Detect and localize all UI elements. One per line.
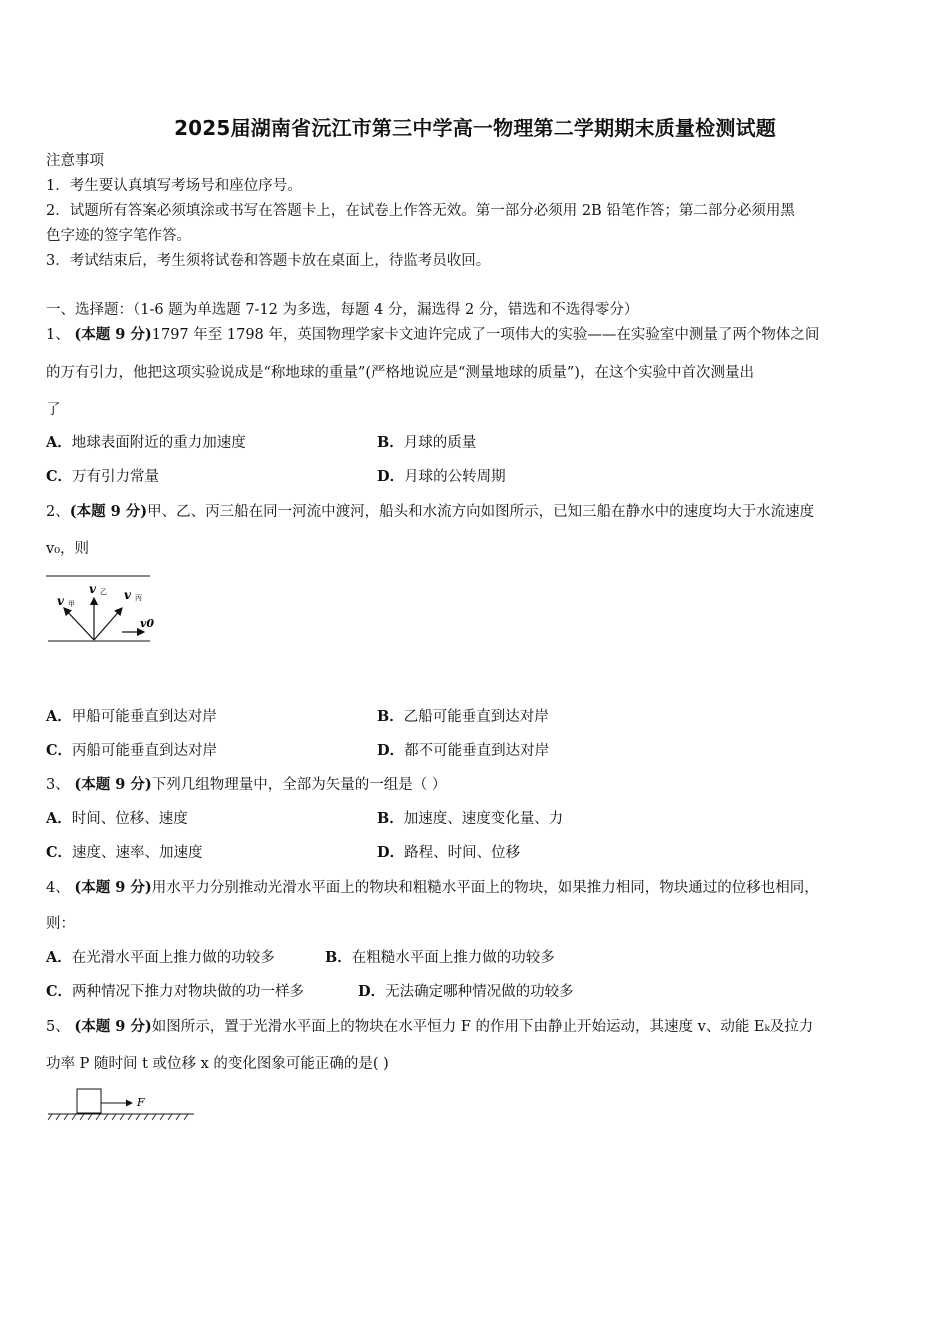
question-text: 用水平力分别推动光滑水平面上的物块和粗糙水平面上的物块，如果推力相同，物块通过的位移也相同， bbox=[151, 880, 819, 896]
ground-hatching bbox=[48, 1114, 188, 1120]
option-b[interactable]: B．月球的质量 bbox=[377, 434, 477, 451]
question-score: (本题 9 分) bbox=[74, 776, 152, 793]
question-text: 如图所示，置于光滑水平面上的物块在水平恒力 F 的作用下由静止开始运动，其速度 v、动能 Eₖ及拉力 bbox=[151, 1019, 814, 1035]
question-number: 4、 bbox=[46, 880, 70, 896]
option-a[interactable]: A．在光滑水平面上推力做的功较多 bbox=[46, 949, 275, 966]
question-score: (本题 9 分) bbox=[74, 1018, 152, 1035]
notice-item: 色字迹的签字笔作答。 bbox=[46, 228, 191, 244]
river-crossing-figure bbox=[44, 570, 164, 648]
question-score: (本题 9 分) bbox=[69, 503, 148, 520]
force-label: F bbox=[137, 1096, 145, 1109]
label-sub-yi: 乙 bbox=[100, 588, 107, 596]
question-text: 甲、乙、丙三船在同一河流中渡河，船头和水流方向如图所示，已知三船在静水中的速度均大于水流速度 bbox=[147, 504, 815, 520]
question-text: 了 bbox=[46, 402, 61, 418]
label-sub-bing: 丙 bbox=[135, 594, 142, 602]
question-score: (本题 9 分) bbox=[74, 879, 152, 896]
option-b[interactable]: B．乙船可能垂直到达对岸 bbox=[377, 708, 549, 725]
page-title: 2025届湖南省沅江市第三中学高一物理第二学期期末质量检测试题 bbox=[174, 116, 776, 140]
option-c[interactable]: C．两种情况下推力对物块做的功一样多 bbox=[46, 983, 305, 1000]
question-number: 2、 bbox=[46, 504, 70, 520]
question-4-line bbox=[46, 877, 819, 899]
option-c[interactable]: C．万有引力常量 bbox=[46, 468, 160, 485]
label-v-jia: v bbox=[57, 594, 64, 608]
question-text: 功率 P 随时间 t 或位移 x 的变化图象可能正确的是( ) bbox=[46, 1056, 389, 1072]
option-d[interactable]: D．都不可能垂直到达对岸 bbox=[377, 742, 550, 759]
question-text: 下列几组物理量中，全部为矢量的一组是（ ） bbox=[151, 777, 447, 793]
section-heading: 一、选择题：（1-6 题为单选题 7-12 为多选，每题 4 分，漏选得 2 分，错选和不选得零分） bbox=[46, 302, 639, 318]
question-score: (本题 9 分) bbox=[74, 326, 152, 343]
question-text: 1797 年至 1798 年，英国物理学家卡文迪许完成了一项伟大的实验——在实验室中测量了两个物体之间 bbox=[151, 327, 820, 343]
question-text: 的万有引力，他把这项实验说成是“称地球的重量”(严格地说应是“测量地球的质量”)，在这个实验中首次测量出 bbox=[46, 365, 754, 381]
label-v-bing: v bbox=[124, 588, 131, 602]
question-5-line bbox=[46, 1016, 813, 1038]
question-number: 3、 bbox=[46, 777, 70, 793]
option-a[interactable]: A．甲船可能垂直到达对岸 bbox=[46, 708, 217, 725]
notice-heading: 注意事项 bbox=[46, 153, 104, 169]
block bbox=[77, 1089, 101, 1113]
option-d[interactable]: D．月球的公转周期 bbox=[377, 468, 506, 485]
option-c[interactable]: C．丙船可能垂直到达对岸 bbox=[46, 742, 218, 759]
velocity-arrow-jia bbox=[64, 608, 94, 640]
question-number: 1、 bbox=[46, 327, 70, 343]
option-b[interactable]: B．加速度、速度变化量、力 bbox=[377, 810, 564, 827]
label-sub-jia: 甲 bbox=[68, 600, 75, 608]
option-a[interactable]: A．时间、位移、速度 bbox=[46, 810, 188, 827]
notice-item: 3．考试结束后，考生须将试卷和答题卡放在桌面上，待监考员收回。 bbox=[46, 253, 491, 269]
question-2-line bbox=[46, 501, 814, 523]
question-text: 则： bbox=[46, 916, 75, 932]
option-c[interactable]: C．速度、速率、加速度 bbox=[46, 844, 203, 861]
option-d[interactable]: D．无法确定哪种情况做的功较多 bbox=[358, 983, 574, 1000]
notice-item: 2．试题所有答案必须填涂或书写在答题卡上，在试卷上作答无效。第一部分必须用 2B 铅笔作答；第二部分必须用黑 bbox=[46, 203, 795, 219]
question-number: 5、 bbox=[46, 1019, 70, 1035]
option-b[interactable]: B．在粗糙水平面上推力做的功较多 bbox=[325, 949, 555, 966]
block-force-figure bbox=[44, 1086, 200, 1126]
velocity-arrow-bing bbox=[94, 608, 122, 640]
notice-item: 1．考生要认真填写考场号和座位序号。 bbox=[46, 178, 302, 194]
option-a[interactable]: A．地球表面附近的重力加速度 bbox=[46, 434, 246, 451]
label-v0: v0 bbox=[140, 617, 155, 630]
option-d[interactable]: D．路程、时间、位移 bbox=[377, 844, 521, 861]
question-text: v₀，则 bbox=[46, 541, 90, 557]
question-3-line bbox=[46, 774, 446, 796]
question-1-line bbox=[46, 324, 819, 346]
label-v-yi: v bbox=[89, 582, 96, 596]
